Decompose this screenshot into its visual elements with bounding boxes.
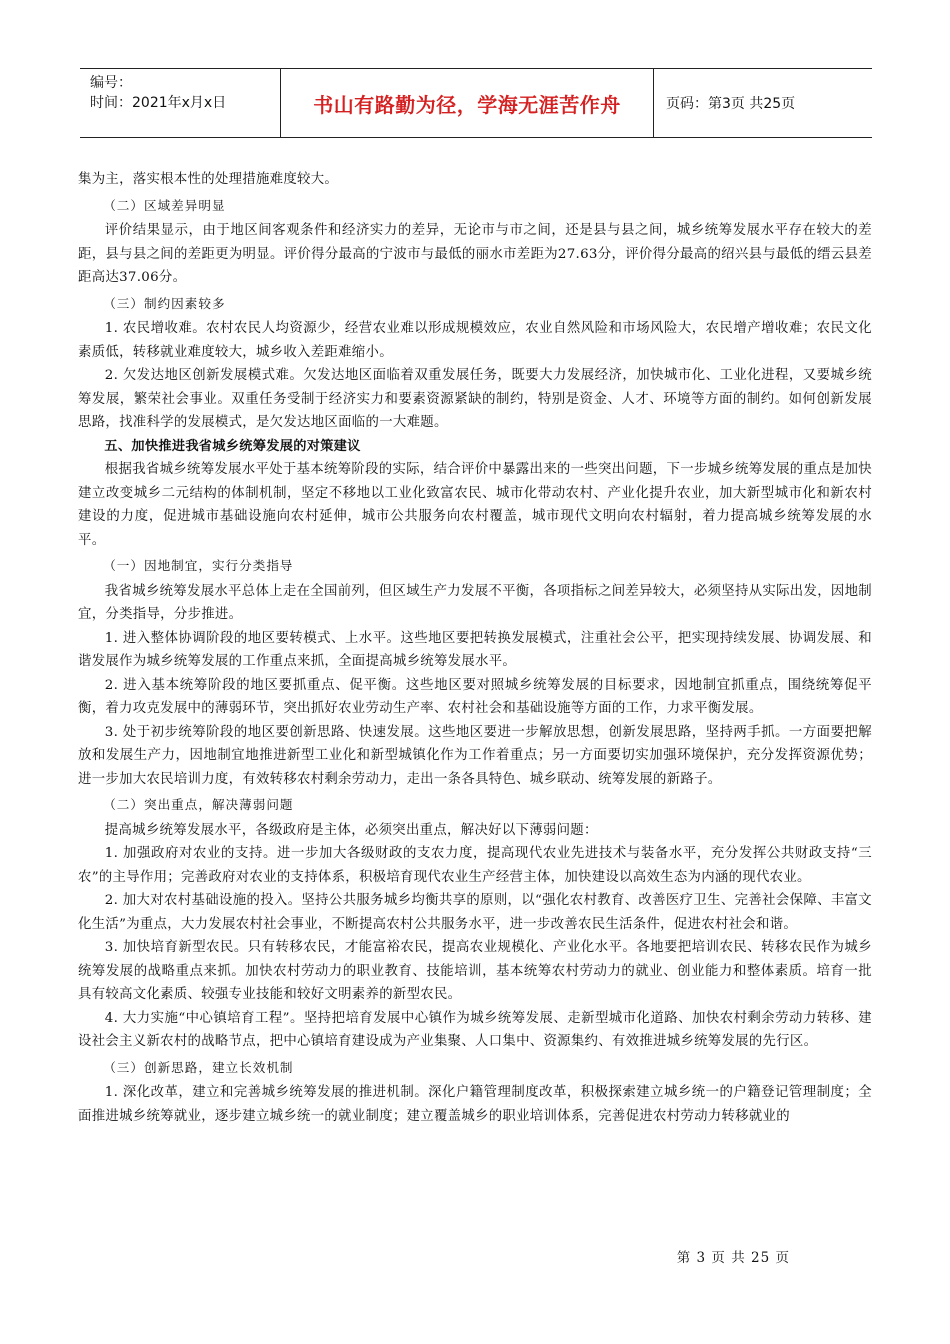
header-page-label: 页码：第3页 共25页: [666, 96, 796, 112]
subsection-heading: （三）创新思路，建立长效机制: [103, 1059, 294, 1075]
subsection-heading: （二）区域差异明显: [103, 197, 226, 213]
paragraph: 提高城乡统筹发展水平，各级政府是主体，必须突出重点，解决好以下薄弱问题：: [104, 822, 598, 838]
header-meta: [90, 73, 226, 113]
paragraph: 2. 进入基本统筹阶段的地区要抓重点、促平衡。这些地区要对照城乡统筹发展的目标要求，因地制宜抓重点，围绕统筹促平衡，着力攻克发展中的薄弱环节，突出抓好农业劳动生产率、农村社会和基础设施等方面的工作，力求平衡发展。: [78, 677, 872, 716]
paragraph: 根据我省城乡统筹发展水平处于基本统筹阶段的实际，结合评价中暴露出来的一些突出问题，下一步城乡统筹发展的重点是加快建立改变城乡二元结构的体制机制，坚定不移地以工业化致富农民、城市化带动农村、产业化提升农业，加大新型城市化和新农村建设的力度，促进城市基础设施向农村延伸，城市公共服务向农村覆盖，城市现代文明向农村辐射，着力提高城乡统筹发展的水平。: [78, 462, 872, 548]
paragraph: 1. 加强政府对农业的支持。进一步加大各级财政的支农力度，提高现代农业先进技术与装备水平，充分发挥公共财政支持“三农”的主导作用；完善政府对农业的支持体系，积极培育现代农业生产经营主体，加快建设以高效生态为内涵的现代农业。: [78, 846, 872, 885]
paragraph: 1. 进入整体协调阶段的地区要转模式、上水平。这些地区要把转换发展模式，注重社会公平，把实现持续发展、协调发展、和谐发展作为城乡统筹发展的工作重点来抓，全面提高城乡统筹发展水平。: [78, 630, 872, 669]
paragraph: 2. 欠发达地区创新发展模式难。欠发达地区面临着双重发展任务，既要大力发展经济，加快城市化、工业化进程，又要城乡统筹发展，繁荣社会事业。双重任务受制于经济实力和要素资源紧缺的制约，特别是资金、人才、环境等方面的制约。如何创新发展思路，找准科学的发展模式，是欠发达地区面临的一大难题。: [78, 368, 872, 430]
paragraph: 评价结果显示，由于地区间客观条件和经济实力的差异，无论市与市之间，还是县与县之间，城乡统筹发展水平存在较大的差距，县与县之间的差距更为明显。评价得分最高的宁波市与最低的丽水市差距为27.63分，评价得分最高的绍兴县与最低的缙云县差距高达37.06分。: [78, 223, 872, 285]
subsection-heading: （一）因地制宜，实行分类指导: [103, 558, 294, 573]
header-divider: [653, 69, 654, 137]
number-label: 编号：: [90, 75, 132, 91]
paragraph: 3. 加快培育新型农民。只有转移农民，才能富裕农民，提高农业规模化、产业化水平。各地要把培训农民、转移农民作为城乡统筹发展的战略重点来抓。加快农村劳动力的职业教育、技能培训，基本统筹农村劳动力的就业、创业能力和整体素质。培育一批具有较高文化素质、较强专业技能和较好文明素养的新型农民。: [78, 940, 872, 1002]
subsection-heading: （二）突出重点，解决薄弱问题: [103, 797, 294, 812]
document-body: [78, 168, 872, 1128]
paragraph: 3. 处于初步统筹阶段的地区要创新思路、快速发展。这些地区要进一步解放思想，创新发展思路，坚持两手抓。一方面要把解放和发展生产力，因地制宜地推进新型工业化和新型城镇化作为工作着重点；另一方面要切实加强环境保护，充分发挥资源优势；进一步加大农民培训力度，有效转移农村剩余劳动力，走出一条各具特色、城乡联动、统筹发展的新路子。: [78, 724, 872, 787]
subsection-heading: （三）制约因素较多: [103, 295, 226, 311]
page-footer: 第 3 页 共 25 页: [676, 1250, 790, 1266]
paragraph: 2. 加大对农村基础设施的投入。坚持公共服务城乡均衡共享的原则，以“强化农村教育、改善医疗卫生、完善社会保障、丰富文化生活”为重点，大力发展农村社会事业，不断提高农村公共服务水平，进一步改善农民生活条件，促进农村社会和谐。: [78, 893, 872, 932]
page-header: [80, 68, 872, 138]
section-heading: 五、加快推进我省城乡统筹发展的对策建议: [104, 438, 361, 454]
paragraph: 集为主，落实根本性的处理措施难度较大。: [78, 172, 339, 187]
time-label: 时间：2021年x月x日: [90, 95, 227, 111]
header-divider: [280, 69, 281, 137]
paragraph: 我省城乡统筹发展水平总体上走在全国前列，但区域生产力发展不平衡，各项指标之间差异较大，必须坚持从实际出发，因地制宜，分类指导，分步推进。: [78, 583, 872, 622]
paragraph: 1. 农民增收难。农村农民人均资源少，经营农业难以形成规模效应，农业自然风险和市场风险大，农民增产增收难；农民文化素质低，转移就业难度较大，城乡收入差距难缩小。: [78, 321, 872, 360]
paragraph: 1. 深化改革，建立和完善城乡统筹发展的推进机制。深化户籍管理制度改革，积极探索建立城乡统一的户籍登记管理制度；全面推进城乡统筹就业，逐步建立城乡统一的就业制度；建立覆盖城乡的职业培训体系，完善促进农村劳动力转移就业的: [78, 1085, 872, 1124]
paragraph: 4. 大力实施“中心镇培育工程”。坚持把培育发展中心镇作为城乡统筹发展、走新型城市化道路、加快农村剩余劳动力转移、建设社会主义新农村的战略节点，把中心镇培育建设成为产业集聚、人口集中、资源集约、有效推进城乡统筹发展的先行区。: [78, 1010, 872, 1049]
header-motto: 书山有路勤为径，学海无涯苦作舟: [313, 92, 621, 117]
